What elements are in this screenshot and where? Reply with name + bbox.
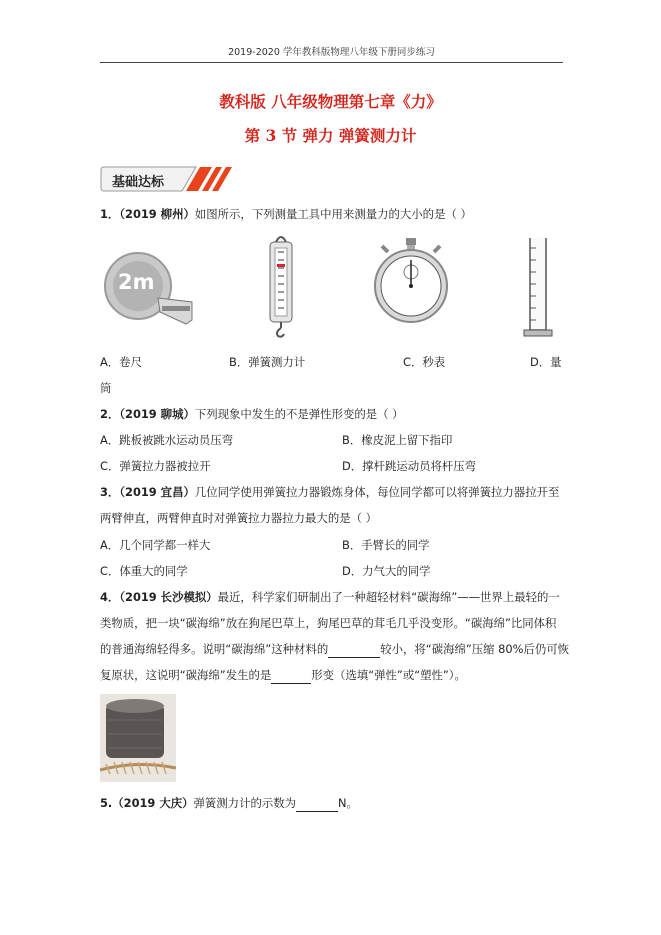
section-banner-label: 基础达标 bbox=[112, 175, 165, 190]
question-number: 2． bbox=[100, 407, 120, 421]
q1-option-a: A．卷尺 bbox=[100, 355, 142, 369]
question-stem-unit: N。 bbox=[338, 796, 358, 810]
q2-option-d: D．撑杆跳运动员将杆压弯 bbox=[342, 459, 477, 473]
q3-option-d: D．力气大的同学 bbox=[342, 564, 431, 578]
q1-option-d-wrap: 筒 bbox=[100, 381, 112, 395]
question-4-line-2: 类物质，把一块“碳海绵”放在狗尾巴草上，狗尾巴草的茸毛几乎没变形。“碳海绵”比同体积 bbox=[100, 616, 557, 630]
question-3-line-2: 两臂伸直，两臂伸直时对弹簧拉力器拉力最大的是（ ） bbox=[100, 511, 377, 525]
question-stem: 弹簧测力计的示数为 bbox=[193, 796, 297, 810]
question-4 bbox=[100, 589, 560, 605]
line-text: 形变（选填“弹性”或“塑性”）。 bbox=[311, 668, 466, 682]
question-stem: 如图所示，下列测量工具中用来测量力的大小的是（ ） bbox=[194, 207, 472, 221]
q1-option-b: B．弹簧测力计 bbox=[229, 355, 306, 369]
answer-blank-2[interactable] bbox=[271, 667, 311, 684]
stopwatch-image bbox=[370, 236, 452, 326]
line-text: 较小，将“碳海绵”压缩 80%后仍可恢 bbox=[380, 642, 570, 656]
carbon-sponge-image bbox=[100, 694, 176, 782]
question-source: （2019 宜昌） bbox=[119, 485, 195, 499]
spring-scale-image bbox=[264, 234, 298, 338]
question-stem: 最近，科学家们研制出了一种超轻材料“碳海绵”——世界上最轻的一 bbox=[217, 590, 560, 604]
question-source: （2019 聊城） bbox=[119, 407, 195, 421]
section-banner bbox=[100, 166, 234, 192]
answer-blank-3[interactable] bbox=[296, 795, 338, 812]
section-title: 第 3 节 弹力 弹簧测力计 bbox=[244, 126, 417, 145]
question-number: 1． bbox=[100, 207, 120, 221]
q2-option-c: C．弹簧拉力器被拉开 bbox=[100, 459, 211, 473]
q1-option-d: D．量 bbox=[530, 355, 562, 369]
q3-option-b: B．手臂长的同学 bbox=[342, 538, 430, 552]
question-source: （2019 长沙模拟） bbox=[119, 590, 218, 604]
q3-option-a: A．几个同学都一样大 bbox=[100, 538, 211, 552]
answer-blank-1[interactable] bbox=[328, 641, 380, 658]
question-stem: 几位同学使用弹簧拉力器锻炼身体，每位同学都可以将弹簧拉力器拉开至 bbox=[194, 485, 560, 499]
question-number: 4． bbox=[100, 590, 120, 604]
question-source: （2019 柳州） bbox=[119, 207, 195, 221]
chapter-title: 教科版 八年级物理第七章《力》 bbox=[219, 92, 442, 111]
question-stem: 下列现象中发生的不是弹性形变的是（ ） bbox=[194, 407, 404, 421]
q1-option-c: C．秒表 bbox=[403, 355, 446, 369]
tape-measure-label: 2m bbox=[118, 270, 155, 294]
question-2 bbox=[100, 406, 404, 422]
question-4-line-3 bbox=[100, 641, 569, 658]
question-4-line-4 bbox=[100, 667, 466, 684]
question-source: （2019 大庆） bbox=[112, 796, 194, 810]
question-1 bbox=[100, 206, 472, 222]
question-number: 3． bbox=[100, 485, 120, 499]
measuring-cylinder-image bbox=[522, 234, 554, 340]
line-text: 复原状，这说明“碳海绵”发生的是 bbox=[100, 668, 272, 682]
question-3 bbox=[100, 484, 559, 500]
question-5 bbox=[100, 795, 358, 812]
q2-option-b: B．橡皮泥上留下指印 bbox=[342, 433, 453, 447]
q2-option-a: A．跳板被跳水运动员压弯 bbox=[100, 433, 234, 447]
question-number: 5. bbox=[100, 796, 113, 810]
page-header: 2019-2020 学年教科版物理八年级下册同步练习 bbox=[100, 44, 563, 63]
tape-measure-image bbox=[100, 250, 200, 330]
q3-option-c: C．体重大的同学 bbox=[100, 564, 188, 578]
line-text: 的普通海绵轻得多。说明“碳海绵”这种材料的 bbox=[100, 642, 329, 656]
